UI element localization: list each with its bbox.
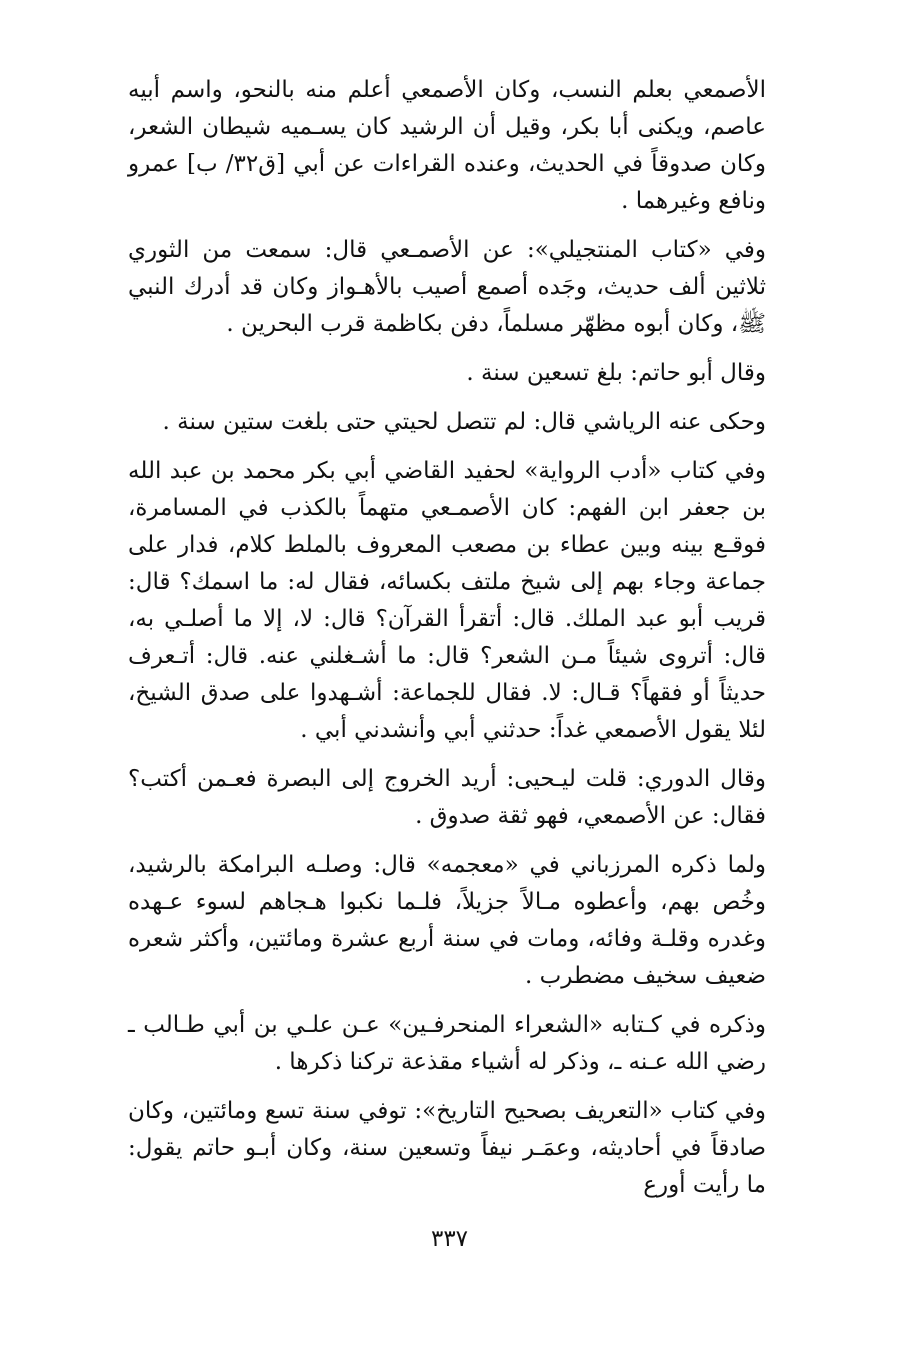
paragraph: ولما ذكره المرزباني في «معجمه» قال: وصلـه البرامكة بالرشيد، وخُص بهم، وأعطوه مـالاً جزيلاً، فلـما نكبوا هـجاهم لسوء عـهده وغدره وقلـة وفائه، ومات في سنة أربع عشرة ومائتين، وأكثر شعره ضعيف سخيف مضطرب . — [128, 852, 766, 989]
main-text — [128, 72, 766, 1216]
paragraph: وقال أبو حاتم: بلغ تسعين سنة . — [466, 360, 766, 386]
paragraph: الأصمعي بعلم النسب، وكان الأصمعي أعلم منه بالنحو، واسم أبيه عاصم، ويكنى أبا بكر، وقيل أن الرشيد كان يسـميه شيطان الشعر، وكان صدوقاً في الحديث، وعنده القراءات عن أبي [ق٣٢/ ب] عمرو ونافع وغيرهما . — [128, 77, 766, 214]
paragraph: وفي «كتاب المنتجيلي»: عن الأصمـعي قال: سمعت من الثوري ثلاثين ألف حديث، وجَده أصمع أصيب بالأهـواز وكان قد أدرك النبي ﷺ، وكان أبوه مظهّر مسلماً، دفن بكاظمة قرب البحرين . — [128, 237, 766, 337]
paragraph: وقال الدوري: قلت ليـحيى: أريد الخروج إلى البصرة فعـمن أكتب؟ فقال: عن الأصمعي، فهو ثقة صدوق . — [128, 766, 766, 829]
page-number: ٣٣٧ — [430, 1226, 469, 1252]
paragraph: وفي كتاب «التعريف بصحيح التاريخ»: توفي سنة تسع ومائتين، وكان صادقاً في أحاديثه، وعمَـر نيفاً وتسعين سنة، وكان أبـو حاتم يقول: ما رأيت أورع — [128, 1098, 766, 1198]
paragraph: وذكره في كـتابه «الشعراء المنحرفـين» عـن علـي بن أبي طـالب ـ رضي الله عـنه ـ، وذكر له أشياء مقذعة تركنا ذكرها . — [128, 1012, 766, 1075]
paragraph: وفي كتاب «أدب الرواية» لحفيد القاضي أبي بكر محمد بن عبد الله بن جعفر ابن الفهم: كان الأصمـعي متهماً بالكذب في المسامرة، فوقـع بينه وبين عطاء بن مصعب المعروف بالملط كلام، فدار على جماعة وجاء بهم إلى شيخ ملتف بكسائه، فقال له: ما اسمك؟ قال: قريب أبو عبد الملك. قال: أتقرأ القرآن؟ قال: لا، إلا ما أصلـي به، قال: أتروى شيئاً مـن الشعر؟ قال: ما أشـغلني عنه. قال: أتـعرف حديثاً أو فقهاً؟ قـال: لا. فقال للجماعة: أشـهدوا على صدق الشيخ، لئلا يقول الأصمعي غداً: حدثني أبي وأنشدني أبي . — [128, 458, 766, 743]
paragraph: وحكى عنه الرياشي قال: لم تتصل لحيتي حتى بلغت ستين سنة . — [162, 409, 766, 435]
